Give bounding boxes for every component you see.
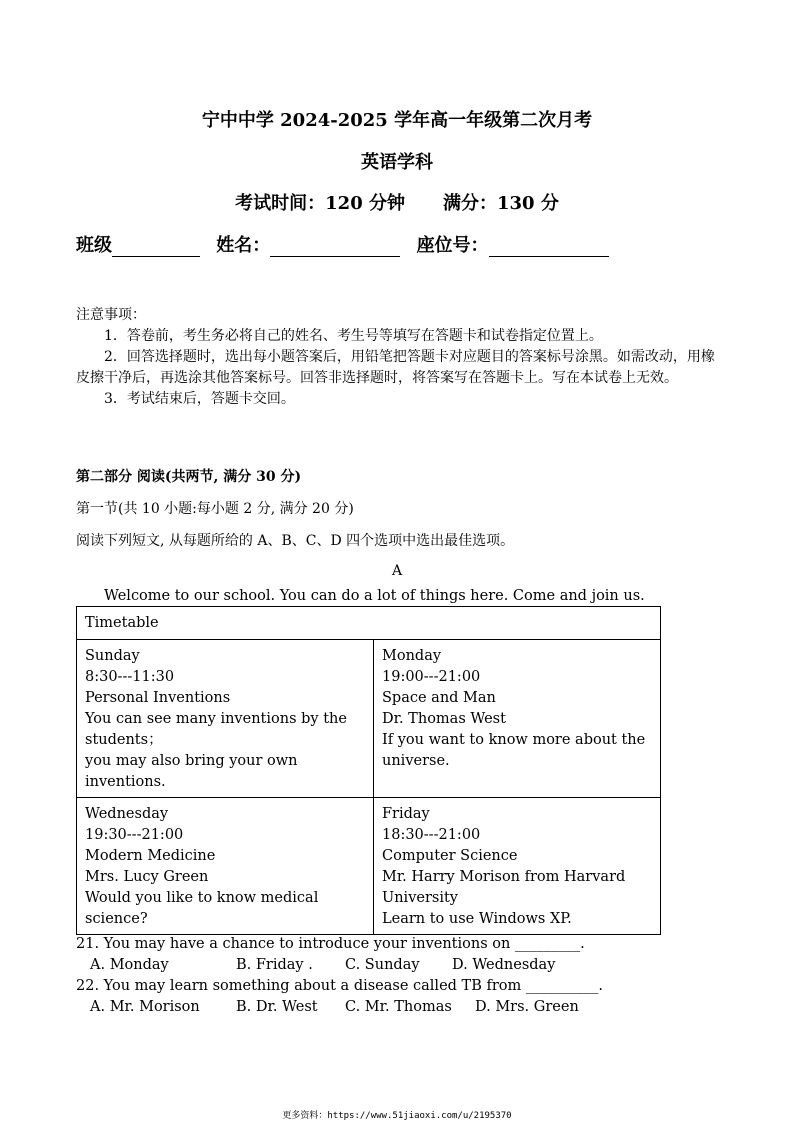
passage-intro: Welcome to our school. You can do a lot of things here. Come and join us. [104, 588, 645, 604]
cell-line: Mr. Harry Morison from Harvard [382, 869, 626, 885]
cell-line: You can see many inventions by the [85, 711, 347, 727]
exam-subject: 英语学科 [361, 152, 433, 173]
option-a: A. Mr. Morison [90, 999, 200, 1015]
cell-line: Learn to use Windows XP. [382, 911, 572, 927]
notes-item-1: 1．答卷前，考生务必将自己的姓名、考生号等填写在答题卡和试卷指定位置上。 [104, 328, 603, 344]
class-label: 班级 [76, 235, 112, 256]
cell-line: Wednesday [85, 806, 169, 822]
exam-title: 宁中中学 2024-2025 学年高一年级第二次月考 [201, 110, 593, 131]
cell-friday [374, 798, 661, 935]
questions [76, 934, 603, 1018]
option-a: A. Monday [90, 957, 169, 973]
cell-line: 8:30---11:30 [85, 669, 175, 685]
cell-line: University [382, 890, 458, 906]
question-22-options [76, 997, 603, 1018]
cell-line: Modern Medicine [85, 848, 216, 864]
notes-item-2: 2．回答选择题时，选出每小题答案后，用铅笔把答题卡对应题目的答案标号涂黑。如需改动，用橡皮擦干净后，再选涂其他答案标号。回答非选择题时，将答案写在答题卡上。写在本试卷上无效。 [76, 349, 715, 386]
cell-line: 19:30---21:00 [85, 827, 184, 843]
cell-line: Monday [382, 648, 442, 664]
question-21-stem: 21. You may have a chance to introduce your inventions on _________. [76, 936, 585, 952]
cell-line: students； [85, 732, 163, 748]
cell-line: you may also bring your own inventions. [85, 753, 298, 790]
instruction: 阅读下列短文, 从每题所给的 A、B、C、D 四个选项中选出最佳选项。 [76, 533, 515, 549]
notes-item-3: 3．考试结束后，答题卡交回。 [104, 391, 295, 407]
option-b: B. Friday . [236, 957, 313, 973]
cell-line: 19:00---21:00 [382, 669, 481, 685]
seat-label: 座位号： [416, 235, 489, 256]
option-d: D. Mrs. Green [475, 999, 579, 1015]
cell-line: Space and Man [382, 690, 496, 706]
timetable-header: Timetable [77, 607, 661, 640]
subsection-title: 第一节(共 10 小题:每小题 2 分, 满分 20 分) [76, 501, 354, 517]
cell-line: Dr. Thomas West [382, 711, 506, 727]
class-blank [112, 236, 200, 257]
option-b: B. Dr. West [236, 999, 318, 1015]
cell-monday [374, 640, 661, 798]
cell-line: Friday [382, 806, 430, 822]
passage-letter: A [391, 563, 403, 579]
cell-line: 18:30---21:00 [382, 827, 481, 843]
notes-heading: 注意事项： [76, 307, 146, 323]
cell-line: universe. [382, 753, 450, 769]
question-22-stem: 22. You may learn something about a disease called TB from __________. [76, 978, 603, 994]
full-score: 满分：130 分 [443, 193, 559, 214]
cell-line: Mrs. Lucy Green [85, 869, 209, 885]
cell-line: Sunday [85, 648, 140, 664]
student-info-line [76, 231, 619, 257]
option-c: C. Sunday [345, 957, 420, 973]
cell-sunday [77, 640, 374, 798]
option-d: D. Wednesday [452, 957, 556, 973]
name-blank [270, 236, 400, 257]
cell-line: If you want to know more about the [382, 732, 646, 748]
cell-line: Personal Inventions [85, 690, 231, 706]
cell-wednesday [77, 798, 374, 935]
timetable [76, 606, 661, 935]
part-title: 第二部分 阅读(共两节, 满分 30 分) [76, 469, 302, 485]
question-21-options [76, 955, 603, 976]
cell-line: Would you like to know medical science? [85, 890, 319, 927]
name-label: 姓名： [216, 235, 271, 256]
seat-blank [489, 236, 609, 257]
exam-time: 考试时间：120 分钟 [235, 193, 405, 214]
cell-line: Computer Science [382, 848, 518, 864]
notes-section [76, 305, 721, 410]
exam-time-score [0, 189, 794, 215]
footer-link[interactable]: 更多资料：https://www.51jiaoxi.com/u/2195370 [282, 1111, 512, 1121]
option-c: C. Mr. Thomas [345, 999, 452, 1015]
